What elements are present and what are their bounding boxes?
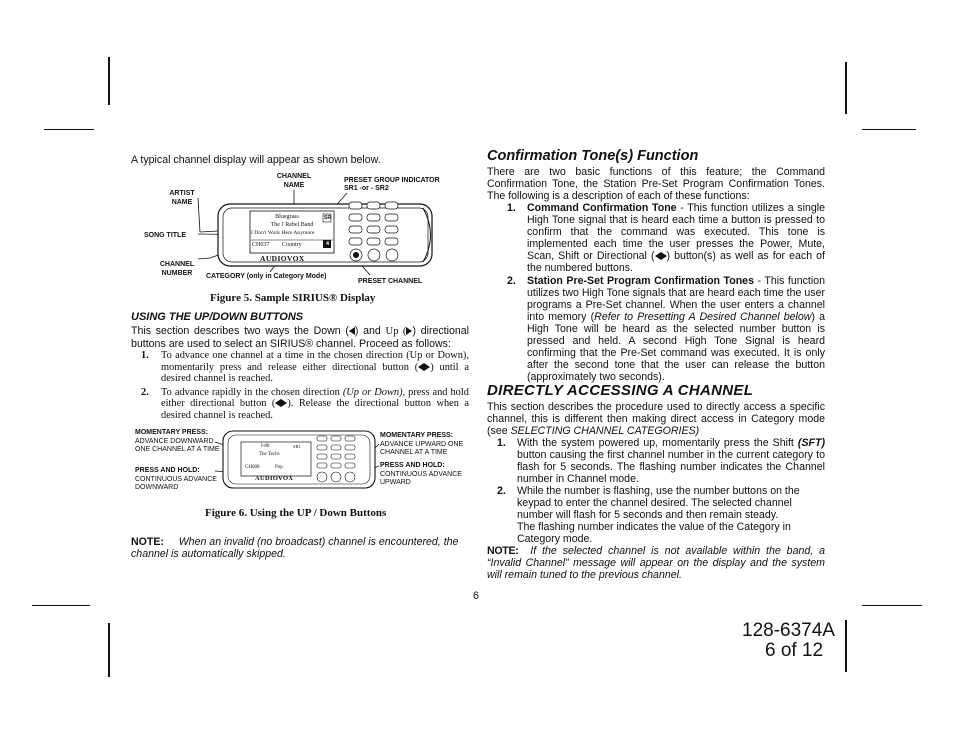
direct-access-heading: DIRECTLY ACCESSING A CHANNEL xyxy=(487,382,754,399)
display-channel: CH037 xyxy=(252,242,270,248)
direct-item-1: 1. With the system powered up, momentarily press the Shift (SFT) button causing the first channel number in the current category to flash for 5 seconds. The flashing number indicates the Channel number in Channel mode. xyxy=(497,437,825,485)
radio-illustration-small xyxy=(133,428,473,504)
label-preset-group: PRESET GROUP INDICATOR xyxy=(344,177,440,184)
direct-item-2: 2. While the number is flashing, use the number buttons on the keypad to enter the channel desired. The selected channel number will flash for 5 seconds and then remain steady. The flashing number indicates the value of the Category in Category mode. xyxy=(497,485,800,545)
display-line1: Bluegrass xyxy=(275,214,299,220)
updown-item-2: 2. To advance rapidly in the chosen direction (Up or Down), press and hold either directional button ( ). Release the directional button when a desired channel is reached. xyxy=(141,386,469,421)
label-channel-name: CHANNEL NAME xyxy=(276,173,312,189)
figure-5 xyxy=(140,168,470,288)
crop-mark xyxy=(32,605,90,606)
updown-item-1: 1. To advance one channel at a time in the chosen direction (Up or Down), momentarily press and release either directional button ( ) until a desired channel is reached. xyxy=(141,350,469,385)
confirmation-paragraph: There are two basic functions of this feature; the Command Confirmation Tone, the Station Pre-Set Program Confirmation Tones. The following is a description of each of these functions: xyxy=(487,166,825,202)
fig6-display-ch: CH008 xyxy=(245,465,260,470)
intro-text: A typical channel display will appear as shown below. xyxy=(131,154,381,166)
confirmation-list xyxy=(507,202,825,383)
confirmation-item-2: 2. Station Pre-Set Program Confirmation Tones - This function utilizes two High Tone signals that are heard each time the user programs a Pre-Set channel. When the user enters a channel into memory (Refer to Presetting A Desired Channel below) a High Tone will be heard as the selected number button is pressed and held. A second High Tone Signal is heard confirming that the Pre-Set command was executed. It is only after the second tone that the user can release the button (approximately two seconds). xyxy=(507,275,825,383)
display-line2: The J Rebel Band xyxy=(270,222,314,228)
fig6-momentary-right: MOMENTARY PRESS: ADVANCE UPWARD ONE CHANNEL AT A TIME xyxy=(380,432,464,456)
left-note: NOTE: When an invalid (no broadcast) channel is encountered, the channel is automatically skipped. xyxy=(131,536,459,560)
label-channel-number: CHANNEL NUMBER xyxy=(159,261,195,277)
direct-access-paragraph: This section describes the procedure used to directly access a specific channel, this is different then making direct access in Category mode (see SELECTING CHANNEL CATEGORIES) xyxy=(487,401,825,437)
fig6-hold-left: PRESS AND HOLD: CONTINUOUS ADVANCE DOWNWARD xyxy=(135,467,217,491)
page-number: 6 xyxy=(473,590,479,602)
label-song-title: SONG TITLE xyxy=(144,232,186,239)
fig6-hold-right: PRESS AND HOLD: CONTINUOUS ADVANCE UPWARD xyxy=(380,462,462,486)
document-number: 128-6374A xyxy=(742,620,835,641)
confirmation-heading: Confirmation Tone(s) Function xyxy=(487,148,699,164)
display-sr: SR xyxy=(324,215,331,221)
confirmation-item-1: 1. Command Confirmation Tone - This function utilizes a single High Tone signal that is heard each time a button is pressed to confirm that the command was executed. This tone is implemented each time the user presses the Power, Mute, Scan, Shift or Directional ( ) button(s) as well as for each of the numbered buttons. xyxy=(507,202,825,274)
updown-paragraph: This section describes two ways the Down ( ) and Up ( ) directional buttons are used to select an SIRIUS® channel. Proceed as follows: xyxy=(131,325,469,350)
crop-mark xyxy=(862,605,922,606)
figure-6-caption: Figure 6. Using the UP / Down Buttons xyxy=(205,507,387,519)
label-preset-group-sub: SR1 -or - SR2 xyxy=(344,185,389,192)
updown-list xyxy=(141,350,469,422)
label-category: CATEGORY (only in Category Mode) xyxy=(206,273,327,280)
brand-logo: AUDIOVOX xyxy=(260,254,305,263)
fig6-display-l2: The Techs xyxy=(259,452,280,457)
crop-mark xyxy=(108,623,110,677)
crop-mark xyxy=(44,129,94,130)
updown-heading: USING THE UP/DOWN BUTTONS xyxy=(131,311,304,323)
crop-mark xyxy=(845,620,847,672)
crop-mark xyxy=(845,62,847,114)
fig6-display-cat: Pop xyxy=(275,465,283,470)
figure-6 xyxy=(133,428,473,504)
direct-access-list xyxy=(497,437,825,545)
fig6-display-sr: SR1 xyxy=(293,444,301,449)
label-preset-channel: PRESET CHANNEL xyxy=(358,278,423,285)
figure-5-caption: Figure 5. Sample SIRIUS® Display xyxy=(210,292,376,304)
fig6-display-l1: I-80 xyxy=(261,444,270,449)
crop-mark xyxy=(108,57,110,105)
crop-mark xyxy=(862,129,916,130)
right-note: NOTE: If the selected channel is not available within the band, a “Invalid Channel” message will appear on the display and the system will remain tuned to the previous channel. xyxy=(487,545,825,581)
display-category: Country xyxy=(282,242,302,248)
page-of-label: 6 of 12 xyxy=(765,640,824,661)
fig6-momentary-left: MOMENTARY PRESS: ADVANCE DOWNWARD ONE CHANNEL AT A TIME xyxy=(135,429,220,453)
label-artist-name: ARTIST NAME xyxy=(169,190,195,206)
display-line3: I Don't Work Here Anymore xyxy=(251,230,315,236)
display-preset: 4 xyxy=(325,241,330,247)
fig6-brand-logo: AUDIOVOX xyxy=(255,475,294,482)
